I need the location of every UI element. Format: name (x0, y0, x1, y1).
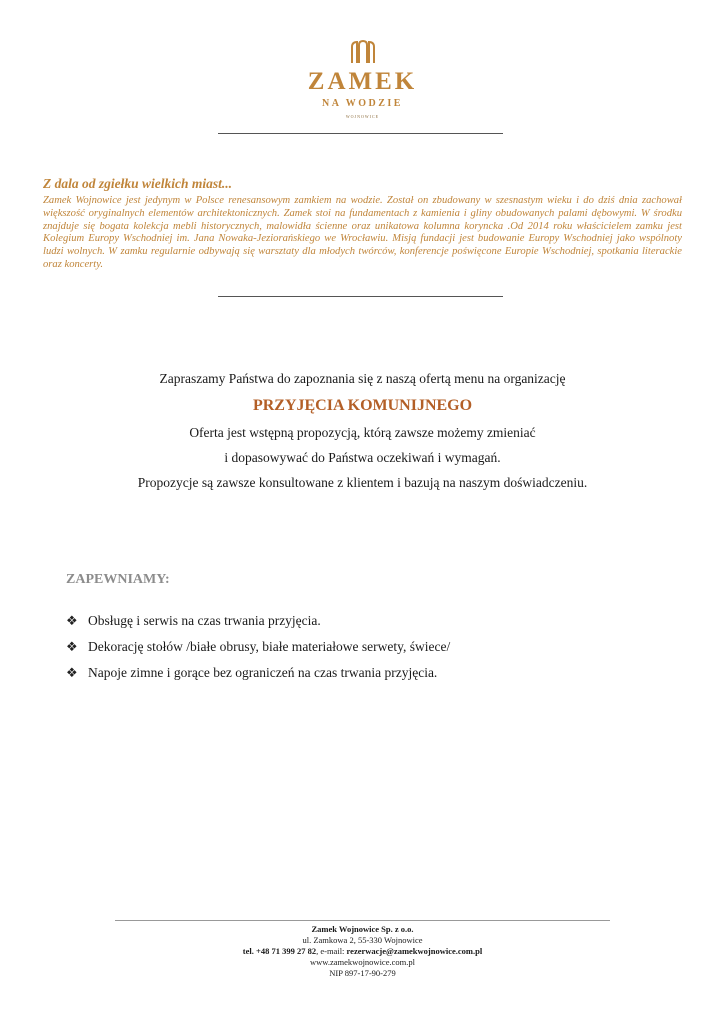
diamond-bullet-icon: ❖ (66, 613, 78, 628)
intro-heading: Z dala od zgiełku wielkich miast... (43, 176, 233, 191)
intro-divider (218, 296, 503, 297)
diamond-bullet-icon: ❖ (66, 639, 78, 654)
offer-line-2: i dopasowywać do Państwa oczekiwań i wymagań. (224, 450, 501, 465)
guarantee-list (66, 608, 450, 686)
offer-title: PRZYJĘCIA KOMUNIJNEGO (252, 397, 473, 414)
diamond-bullet-icon: ❖ (66, 665, 78, 680)
list-item (66, 608, 450, 634)
top-divider (218, 133, 503, 134)
footer (0, 924, 725, 979)
list-item-text: Napoje zimne i gorące bez ograniczeń na czas trwania przyjęcia. (88, 665, 438, 680)
footer-divider (115, 920, 610, 921)
offer-line-3-block (0, 474, 725, 492)
list-item (66, 660, 450, 686)
offer-title-block (0, 396, 725, 416)
footer-company: Zamek Wojnowice Sp. z o.o. (311, 924, 414, 934)
list-item-text: Dekorację stołów /białe obrusy, białe materiałowe serwety, świece/ (88, 639, 451, 654)
logo-title: ZAMEK (307, 68, 418, 95)
offer-line-2-block (0, 449, 725, 467)
footer-email-label: , e-mail: (316, 946, 347, 956)
logo (0, 40, 725, 119)
footer-email[interactable]: rezerwacje@zamekwojnowice.com.pl (346, 946, 483, 956)
footer-contact (0, 946, 725, 957)
footer-phone: tel. +48 71 399 27 82 (242, 946, 317, 956)
offer-line-3: Propozycje są zawsze konsultowane z klientem i bazują na naszym doświadczeniu. (137, 475, 588, 490)
guarantee-heading: ZAPEWNIAMY: (66, 572, 170, 587)
offer-line-1: Oferta jest wstępną propozycją, którą zawsze możemy zmieniać (189, 425, 536, 440)
footer-website[interactable]: www.zamekwojnowice.com.pl (310, 957, 415, 967)
offer-invite-block (0, 370, 725, 388)
intro-body: Zamek Wojnowice jest jedynym w Polsce renesansowym zamkiem na wodzie. Został on zbudowany w szesnastym wieku i do dziś dnia zachował większość oryginalnych elementów architektonicznych. Zamek stoi na fundamentach z kamienia i gliny obudowanych palami dębowymi. W środku znajduje się bogata kolekcja mebli historycznych, malowidła ścienne oraz unikatowa kolumna koryncka .Od 2014 roku właścicielem zamku jest Kolegium Europy Wschodniej im. Jana Nowaka-Jeziorańskiego we Wrocławiu. Misją fundacji jest budowanie Europy Wschodniej jako wspólnoty ludzi wolnych. W zamku regularnie odbywają się warsztaty dla młodych twórców, konferencje poświęcone Europie Wschodniej, spotkania literackie oraz koncerty. (43, 195, 682, 270)
footer-nip: NIP 897-17-90-279 (329, 968, 396, 978)
footer-address: ul. Zamkowa 2, 55-330 Wojnowice (302, 935, 423, 945)
offer-line-1-block (0, 424, 725, 442)
list-item-text: Obsługę i serwis na czas trwania przyjęcia. (88, 613, 321, 628)
logo-location: WOJNOWICE (345, 114, 380, 119)
list-item (66, 634, 450, 660)
castle-gate-icon (350, 40, 376, 64)
offer-invite: Zapraszamy Państwa do zapoznania się z naszą ofertą menu na organizację (159, 371, 566, 386)
logo-subtitle: NA WODZIE (322, 98, 403, 109)
